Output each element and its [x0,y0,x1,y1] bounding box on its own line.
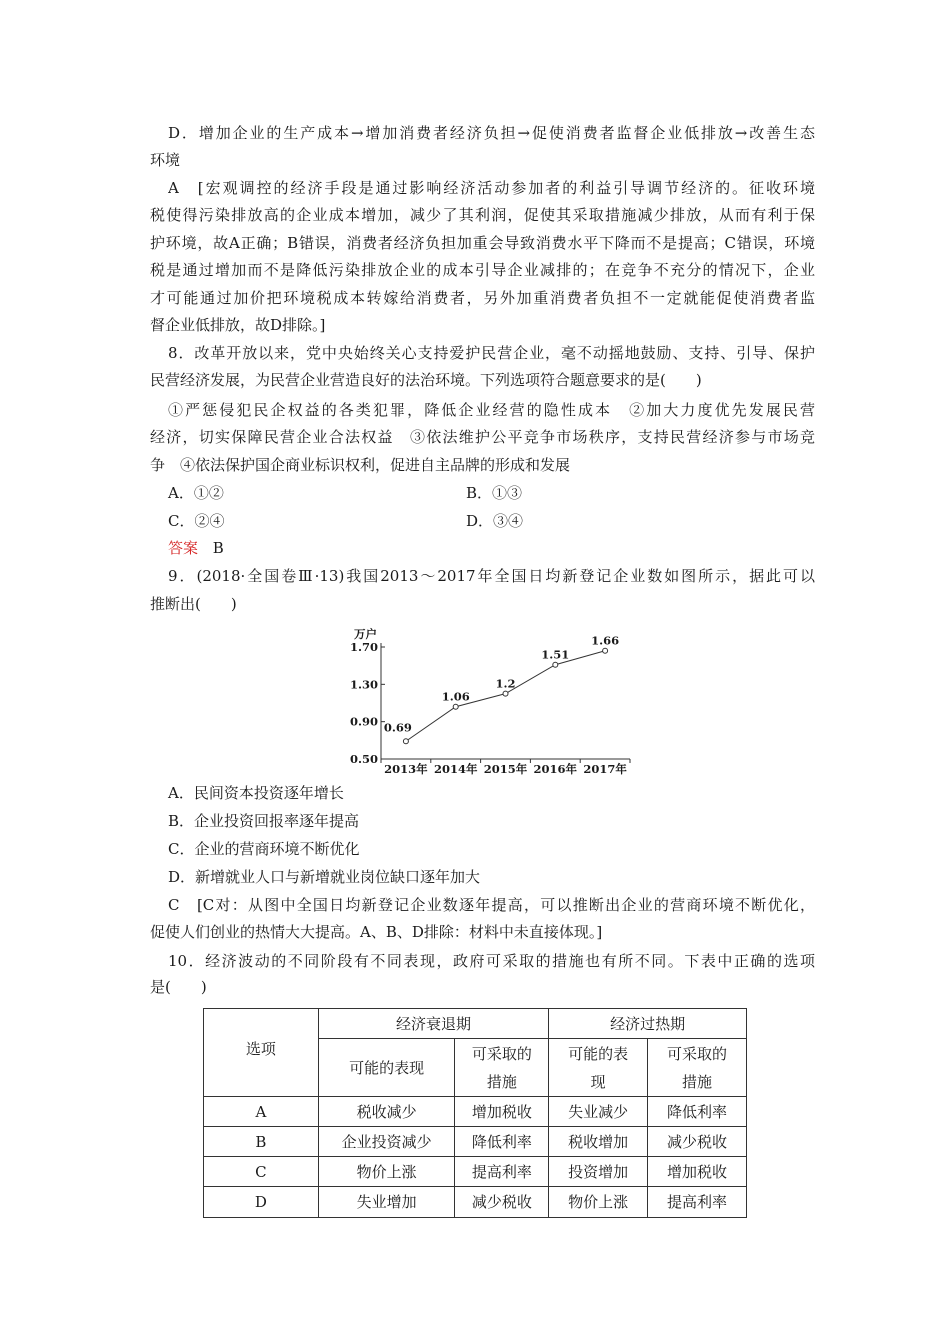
data-point [503,691,508,696]
option-c: C．企业的营商环境不断优化 [168,840,360,858]
question-stem: 推断出( ) [150,595,237,613]
question-stem: 是( ) [150,978,207,996]
table-cell: 降低利率 [648,1097,747,1127]
subheader: 可能的表现 [318,1039,455,1097]
question-stem: 9．(2018·全国卷Ⅲ·13)我国2013～2017年全国日均新登记企业数如图所示，据此可以 [168,567,815,585]
text-line: 环境 [150,151,181,169]
table-cell: 物价上涨 [318,1157,455,1187]
option-c: C．②④ [168,512,225,530]
subheader: 可采取的措施 [455,1039,549,1097]
table-cell: 失业减少 [549,1097,648,1127]
explanation-line: 促使人们创业的热情大大提高。A、B、D排除：材料中未直接体现。] [150,923,603,941]
text-line: 税是通过增加而不是降低污染排放企业的成本引导企业减排的；在竞争不充分的情况下，企业 [150,261,815,279]
subheader: 可采取的措施 [648,1039,747,1097]
answer [168,538,224,558]
y-tick-label: 1.30 [349,677,378,692]
y-tick-label: 0.90 [349,714,378,729]
option-a: A．民间资本投资逐年增长 [168,784,344,802]
line-chart [340,622,640,782]
data-label: 1.66 [591,633,620,648]
answer-label: 答案 [168,539,199,557]
data-point [453,704,458,709]
table-cell: 投资增加 [549,1157,648,1187]
table-cell: B [204,1127,319,1157]
table-row [204,1127,747,1157]
x-tick-label: 2014年 [433,762,478,776]
data-label: 0.69 [383,720,412,735]
table-cell: D [204,1187,319,1218]
option-d: D．新增就业人口与新增就业岗位缺口逐年加大 [168,868,481,886]
x-tick-label: 2015年 [483,762,528,776]
subheader: 可能的表现 [549,1039,648,1097]
data-point [603,648,608,653]
table-cell: 企业投资减少 [318,1127,455,1157]
table-cell: 失业增加 [318,1187,455,1218]
header-overheat: 经济过热期 [549,1009,747,1039]
option-b: B．①③ [466,484,523,502]
data-label: 1.2 [495,676,516,691]
table-cell: 税收增加 [549,1127,648,1157]
table-cell: 减少税收 [648,1127,747,1157]
option-b: B．企业投资回报率逐年提高 [168,812,360,830]
question-stem: 民营经济发展，为民营企业营造良好的法治环境。下列选项符合题意要求的是( ) [150,371,702,389]
economy-table [203,1008,747,1218]
table-row [204,1157,747,1187]
table-cell: C [204,1157,319,1187]
data-point [553,662,558,667]
data-label: 1.51 [541,647,570,662]
x-tick-label: 2016年 [533,762,578,776]
text-line: 才可能通过加价把环境税成本转嫁给消费者，另外加重消费者负担不一定就能促使消费者监 [150,289,815,307]
table-cell: A [204,1097,319,1127]
table-cell: 税收减少 [318,1097,455,1127]
question-stem: 10．经济波动的不同阶段有不同表现，政府可采取的措施也有所不同。下表中正确的选项 [168,952,815,970]
text-line: 税使得污染排放高的企业成本增加，减少了其利润，促使其采取措施减少排放，从而有利于保 [150,206,815,224]
text-line: D．增加企业的生产成本→增加消费者经济负担→促使消费者监督企业低排放→改善生态 [168,124,815,142]
statement-line: ①严惩侵犯民企权益的各类犯罪，降低企业经营的隐性成本 ②加大力度优先发展民营 [168,401,815,419]
table-cell: 提高利率 [648,1187,747,1218]
text-line: 督企业低排放，故D排除。] [150,316,326,334]
statement-line: 经济，切实保障民营企业合法权益 ③依法维护公平竞争市场秩序，支持民营经济参与市场竞 [150,428,815,446]
data-point [403,739,408,744]
table-cell: 增加税收 [648,1157,747,1187]
x-tick-label: 2013年 [384,762,428,776]
table-row [204,1097,747,1127]
answer-value: B [212,539,224,557]
text-line: 护环境，故A正确；B错误，消费者经济负担加重会导致消费水平下降而不是提高；C错误，环境 [150,234,815,252]
y-tick-label: 0.50 [349,752,378,766]
statement-line: 争 ④依法保护国企商业标识权利，促进自主品牌的形成和发展 [150,456,571,474]
text-line: A [宏观调控的经济手段是通过影响经济活动参加者的利益引导调节经济的。征收环境 [168,179,815,197]
table-cell: 减少税收 [455,1187,549,1218]
explanation-line: C [C对：从图中全国日均新登记企业数逐年提高，可以推断出企业的营商环境不断优化， [168,896,815,914]
table-cell: 物价上涨 [549,1187,648,1218]
question-stem: 8．改革开放以来，党中央始终关心支持爱护民营企业，毫不动摇地鼓励、支持、引导、保护 [168,344,815,362]
x-tick-label: 2017年 [583,762,627,776]
header-option: 选项 [204,1009,319,1097]
y-axis-label: 万户 [354,627,377,641]
table-cell: 提高利率 [455,1157,549,1187]
option-a: A．①② [168,484,224,502]
y-tick-label: 1.70 [349,640,378,654]
option-d: D．③④ [466,512,524,530]
header-recession: 经济衰退期 [318,1009,549,1039]
table-cell: 增加税收 [455,1097,549,1127]
table-row [204,1187,747,1218]
table-cell: 降低利率 [455,1127,549,1157]
data-label: 1.06 [441,689,470,704]
